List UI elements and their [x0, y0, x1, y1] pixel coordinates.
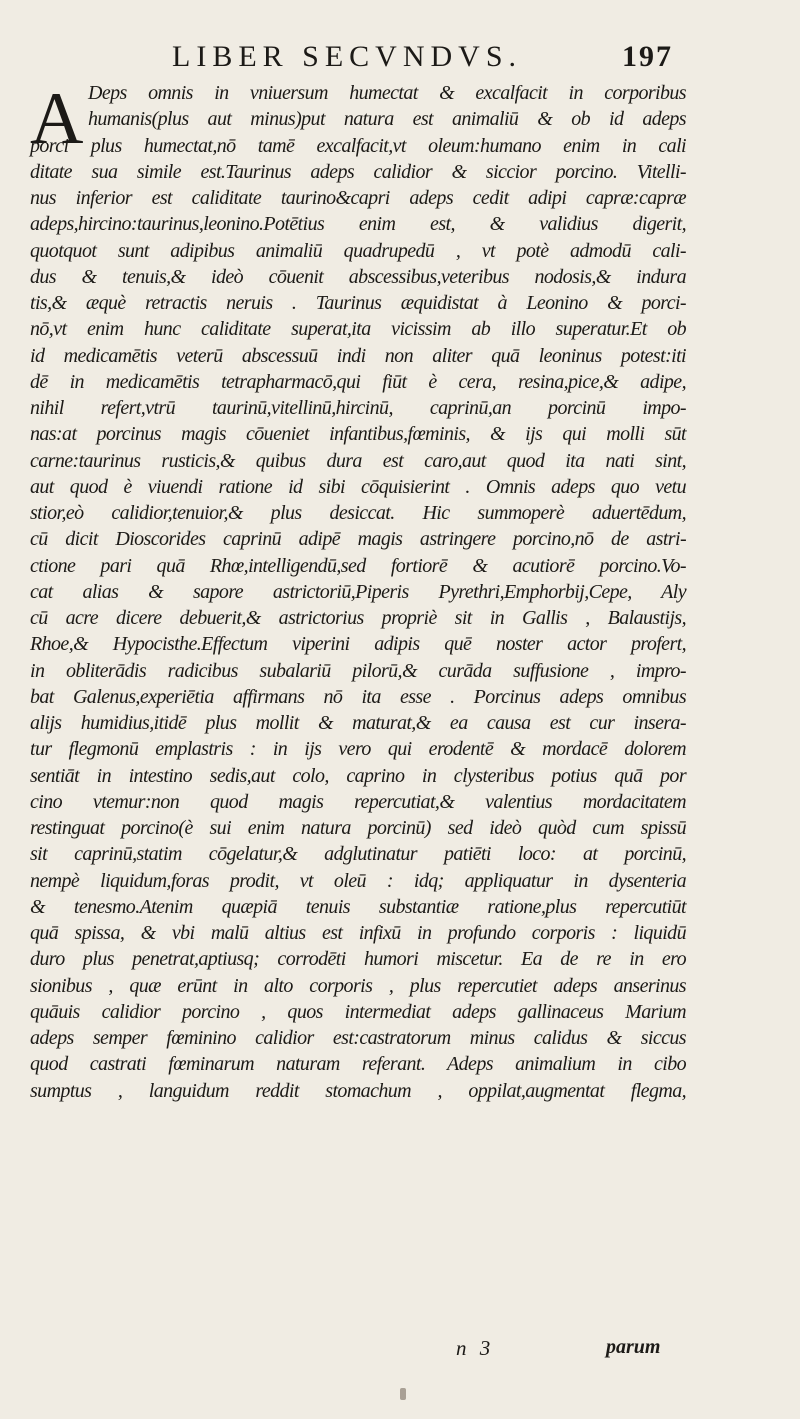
text-line: adeps semper fœminino calidior est:castratorum minus calidus & siccus [30, 1027, 686, 1049]
body-text [30, 80, 686, 1104]
text-line: id medicamētis veterū abscessuū indi non aliter quā leoninus potest:iti [30, 344, 686, 367]
text-line: quāuis calidior porcino , quos intermediat adeps gallinaceus Marium [30, 1000, 686, 1023]
text-line: nihil refert,vtrū taurinū,vitellinū,hircinū, caprinū,an porcinū impo- [30, 397, 686, 419]
text-line: tur flegmonū emplastris : in ijs vero qui erodentē & mordacē dolorem [30, 738, 686, 761]
text-line: sit caprinū,statim cōgelatur,& adglutinatur patiēti loco: at porcinū, [30, 843, 686, 866]
text-line: carne:taurinus rusticis,& quibus dura est caro,aut quod ita nati sint, [30, 449, 686, 472]
page-footer [0, 1336, 800, 1366]
text-line: sumptus , languidum reddit stomachum , oppilat,augmentat flegma, [30, 1079, 686, 1102]
text-line: restinguat porcino(è sui enim natura porcinū) sed ideò quòd cum spissū [30, 817, 686, 839]
text-line: cū acre dicere debuerit,& astrictorius propriè sit in Gallis , Balaustijs, [30, 607, 686, 629]
text-line: & tenesmo.Atenim quæpiā tenuis substantiæ ratione,plus repercutiūt [30, 895, 686, 918]
text-line: ctione pari quā Rhœ,intelligendū,sed fortiorē & acutiorē porcino.Vo- [30, 554, 686, 577]
text-line: sentiāt in intestino sedis,aut colo, caprino in clysteribus potius quā por [30, 764, 686, 787]
text-line: nas:at porcinus magis cōueniet infantibus,fœminis, & ijs qui molli sūt [30, 423, 686, 446]
text-line: sionibus , quæ erūnt in alto corporis , plus repercutiet adeps anserinus [30, 974, 686, 997]
text-line: in obliterādis radicibus subalariū pilorū,& curāda suffusione , impro- [30, 659, 686, 682]
text-line: dus & tenuis,& ideò cōuenit abscessibus,veteribus nodosis,& indura [30, 265, 686, 288]
text-line: humanis(plus aut minus)put natura est animaliū & ob id adeps [88, 108, 686, 131]
text-line: dē in medicamētis tetrapharmacō,qui fiūt è cera, resina,pice,& adipe, [30, 370, 686, 393]
text-line: quā spissa, & vbi malū altius est infixū in profundo corporis : liquidū [30, 922, 686, 944]
text-line: duro plus penetrat,aptiusq; corrodēti humori miscetur. Ea de re in ero [30, 948, 686, 971]
drop-cap: A [30, 78, 84, 160]
text-line: cū dicit Dioscorides caprinū adipē magis astringere porcino,nō de astri- [30, 528, 686, 551]
text-line: porci plus humectat,nō tamē excalfacit,vt oleum:humano enim in cali [30, 134, 686, 157]
text-line: cat alias & sapore astrictoriū,Piperis Pyrethri,Emphorbij,Cepe, Aly [30, 580, 686, 603]
text-line: stior,eò calidior,tenuior,& plus desiccat. Hic summoperè aduertēdum, [30, 502, 686, 524]
catchword: parum [606, 1336, 661, 1358]
text-line: nus inferior est caliditate taurino&capri adeps cedit adipi capræ:capræ [30, 187, 686, 209]
text-line: ditate sua simile est.Taurinus adeps calidior & siccior porcino. Vitelli- [30, 160, 686, 183]
text-line: quod castrati fœminarum naturam referant. Adeps animalium in cibo [30, 1053, 686, 1076]
text-line: cino vtemur:non quod magis repercutiat,& valentius mordacitatem [30, 790, 686, 813]
ink-smudge [400, 1388, 406, 1400]
text-line: Deps omnis in vniuersum humectat & excalfacit in corporibus [88, 82, 686, 104]
text-line: nempè liquidum,foras prodit, vt oleū : idq; appliquatur in dysenteria [30, 869, 686, 892]
text-line: alijs humidius,itidē plus mollit & maturat,& ea causa est cur insera- [30, 712, 686, 734]
page-header [0, 40, 800, 80]
text-line: aut quod è viuendi ratione id sibi cōquisierint . Omnis adeps quo vetu [30, 475, 686, 498]
text-line: adeps,hircino:taurinus,leonino.Potētius enim est, & validius digerit, [30, 213, 686, 236]
text-line: nō,vt enim hunc caliditate superat,ita vicissim ab illo superatur.Et ob [30, 318, 686, 341]
text-line: quotquot sunt adipibus animaliū quadrupedū , vt potè admodū cali- [30, 239, 686, 262]
running-title: LIBER SECVNDVS. [172, 40, 523, 73]
text-line: Rhoe,& Hypocisthe.Effectum viperini adipis quē noster actor profert, [30, 633, 686, 656]
signature-mark: n 3 [456, 1336, 495, 1360]
text-line: tis,& æquè retractis neruis . Taurinus æquidistat à Leonino & porci- [30, 292, 686, 314]
text-line: bat Galenus,experiētia affirmans nō ita esse . Porcinus adeps omnibus [30, 685, 686, 708]
page-number: 197 [622, 40, 673, 73]
